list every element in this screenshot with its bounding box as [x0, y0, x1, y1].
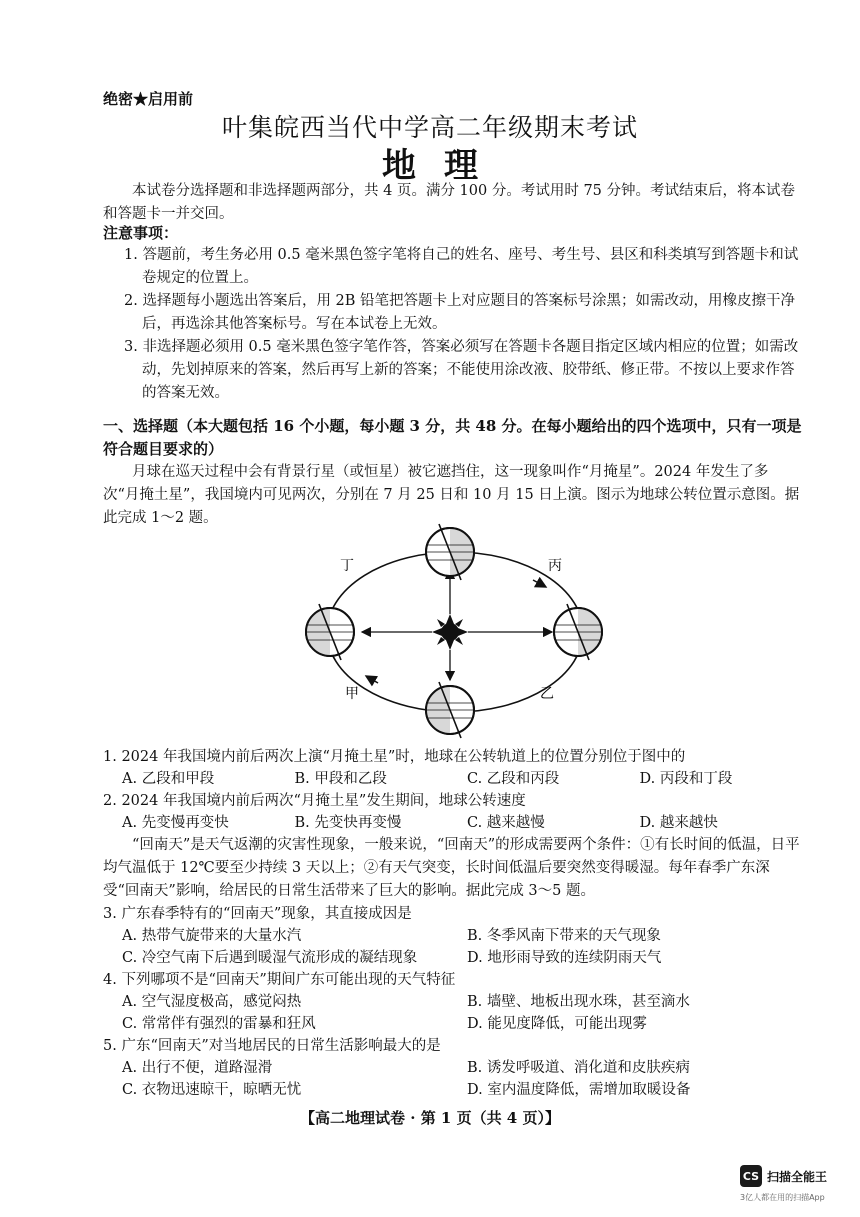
option-d: D. 室内温度降低，需增加取暖设备: [467, 1082, 691, 1098]
question-options: [122, 947, 812, 969]
question-stem: 4. 下列哪项不是“回南天”期间广东可能出现的天气特征: [103, 972, 456, 988]
subject-title: 地理: [382, 146, 506, 186]
scanner-app-name: 扫描全能王: [767, 1169, 828, 1184]
option-c: C. 常常伴有强烈的雷暴和狂风: [122, 1016, 316, 1032]
question-stem: 5. 广东“回南天”对当地居民的日常生活影响最大的是: [103, 1038, 441, 1054]
label-ding: 丁: [340, 558, 354, 574]
question-stem: 1. 2024 年我国境内前后两次上演“月掩土星”时，地球在公转轨道上的位置分别位于图中的: [103, 749, 686, 765]
option-b: B. 墙壁、地板出现水珠，甚至滴水: [467, 994, 690, 1010]
question-options: [122, 812, 812, 834]
notice-item: 3. 非选择题必须用 0.5 毫米黑色签字笔作答，答案必须写在答题卡各题目指定区域内相应的位置；如需改动，先划掉原来的答案，然后再写上新的答案；不能使用涂改液、胶带纸、修正带。不按以上要求作答的答案无效。: [124, 339, 799, 401]
option-d: D. 地形雨导致的连续阴雨天气: [467, 950, 662, 966]
notice-item: 1. 答题前，考生务必用 0.5 毫米黑色签字笔将自己的姓名、座号、考生号、县区和科类填写到答题卡和试卷规定的位置上。: [124, 247, 799, 286]
option-d: D. 丙段和丁段: [639, 771, 733, 787]
question-options: [122, 768, 812, 790]
earth-position-right: [554, 604, 602, 660]
option-c: C. 越来越慢: [467, 815, 545, 831]
orbit-arrow: [533, 580, 546, 587]
scanner-watermark: [740, 1165, 827, 1187]
scanner-app-tagline: 3亿人都在用的扫描App: [740, 1193, 825, 1202]
question-stem: 2. 2024 年我国境内前后两次“月掩土星”发生期间，地球公转速度: [103, 793, 526, 809]
passage-return-south-weather: “回南天”是天气返潮的灾害性现象，一般来说，“回南天”的形成需要两个条件：①有长时间的低温，日平均气温低于 12℃要至少持续 3 天以上；②有天气突变，长时间低温后要突然变得暖湿。每年春季广东深受“回南天”影响，给居民的日常生活带来了巨大的影响。据此完成 3～5 题。: [103, 837, 800, 899]
camscanner-logo-icon: CS: [740, 1165, 762, 1187]
option-b: B. 诱发呼吸道、消化道和皮肤疾病: [467, 1060, 690, 1076]
confidential-mark: 绝密★启用前: [103, 90, 194, 108]
earth-position-bottom: [426, 682, 474, 738]
option-a: A. 先变慢再变快: [122, 815, 229, 831]
option-a: A. 热带气旋带来的大量水汽: [122, 928, 302, 944]
page-footer: 【高二地理试卷 · 第 1 页（共 4 页）】: [300, 1109, 560, 1127]
option-d: D. 越来越快: [639, 815, 718, 831]
label-bing: 丙: [548, 558, 562, 574]
exam-title: 叶集皖西当代中学高二年级期末考试: [221, 113, 638, 142]
option-a: A. 乙段和甲段: [122, 771, 215, 787]
passage-moon-occultation: 月球在巡天过程中会有背景行星（或恒星）被它遮挡住，这一现象叫作“月掩星”。2024 年发生了多次“月掩土星”，我国境内可见两次，分别在 7 月 25 日和 10 月 15 日上演。图示为地球公转位置示意图。据此完成 1～2 题。: [103, 464, 800, 526]
notice-item: 2. 选择题每小题选出答案后，用 2B 铅笔把答题卡上对应题目的答案标号涂黑；如需改动，用橡皮擦干净后，再选涂其他答案标号。写在本试卷上无效。: [124, 293, 796, 332]
option-b: B. 先变快再变慢: [294, 815, 402, 831]
earth-position-left: [306, 604, 354, 660]
option-c: C. 乙段和丙段: [467, 771, 560, 787]
option-a: A. 空气湿度极高，感觉闷热: [122, 994, 302, 1010]
option-b: B. 甲段和乙段: [294, 771, 387, 787]
option-c: C. 冷空气南下后遇到暖湿气流形成的凝结现象: [122, 950, 418, 966]
question-options: [122, 991, 812, 1013]
question-options: [122, 1057, 812, 1079]
earth-orbit-diagram: [300, 520, 610, 745]
earth-position-top: [426, 524, 474, 580]
option-a: A. 出行不便，道路湿滑: [122, 1060, 273, 1076]
option-c: C. 衣物迅速晾干，晾晒无忧: [122, 1082, 302, 1098]
section-heading: 一、选择题（本大题包括 16 个小题，每小题 3 分，共 48 分。在每小题给出的四个选项中，只有一项是符合题目要求的）: [103, 417, 802, 458]
question-options: [122, 1013, 812, 1035]
sun-icon: [432, 614, 468, 650]
question-stem: 3. 广东春季特有的“回南天”现象，其直接成因是: [103, 906, 412, 922]
option-b: B. 冬季风南下带来的天气现象: [467, 928, 661, 944]
question-options: [122, 1079, 812, 1101]
option-d: D. 能见度降低，可能出现雾: [467, 1016, 647, 1032]
question-options: [122, 925, 812, 947]
label-yi: 乙: [540, 686, 554, 702]
notice-heading: 注意事项：: [103, 224, 179, 242]
label-jia: 甲: [345, 686, 359, 702]
exam-intro: 本试卷分选择题和非选择题两部分，共 4 页。满分 100 分。考试用时 75 分钟。考试结束后，将本试卷和答题卡一并交回。: [103, 183, 796, 222]
notice-list: [124, 244, 804, 405]
orbit-arrow: [366, 676, 378, 683]
